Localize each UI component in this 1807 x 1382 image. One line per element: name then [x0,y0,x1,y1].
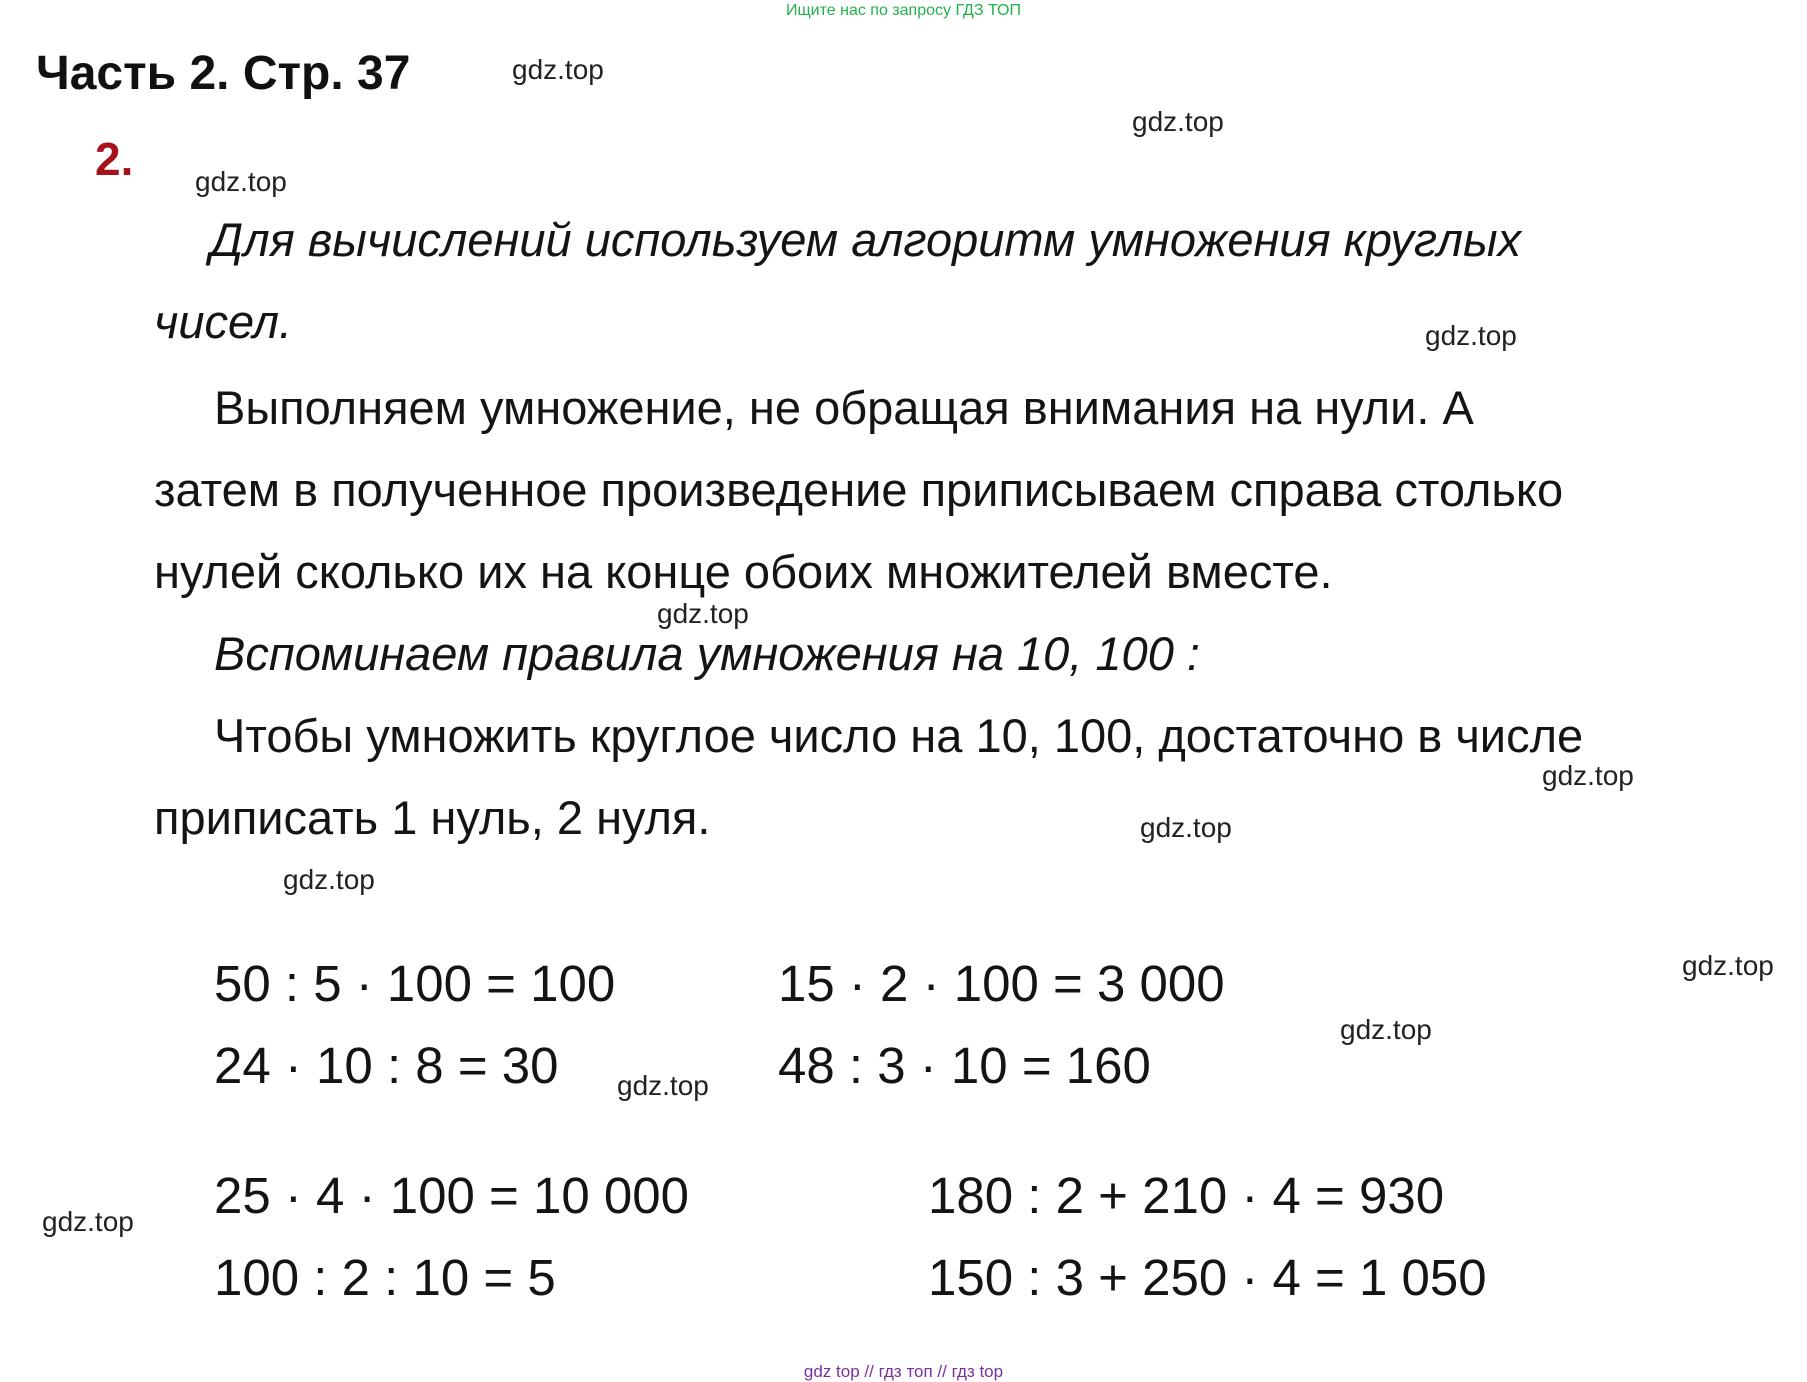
equation: 180 : 2 + 210 · 4 = 930 [928,1167,1445,1224]
equation: 25 · 4 · 100 = 10 000 [214,1167,689,1224]
watermark: gdz.top [512,54,604,85]
watermark: gdz.top [1340,1014,1432,1045]
watermark: gdz.top [1542,760,1634,791]
equation: 150 : 3 + 250 · 4 = 1 050 [928,1249,1487,1306]
paragraph-line-8: приписать 1 нуль, 2 нуля. [154,791,711,844]
footer-note: gdz top // гдз топ // гдз top [803,1362,1004,1381]
top-note: Ищите нас по запросу ГДЗ ТОП [786,2,1021,19]
watermark: gdz.top [657,598,749,629]
page-title: Часть 2. Стр. 37 [36,47,411,100]
watermark: gdz.top [1425,320,1517,351]
equation: 100 : 2 : 10 = 5 [214,1249,556,1306]
watermark: gdz.top [1140,812,1232,843]
watermark: gdz.top [1132,106,1224,137]
equation: 48 : 3 · 10 = 160 [778,1037,1151,1094]
watermark: gdz.top [1682,950,1774,981]
equation: 24 · 10 : 8 = 30 [214,1037,559,1094]
paragraph-line-6: Вспоминаем правила умножения на 10, 100 : [214,627,1200,680]
paragraph-line-2: чисел. [154,295,293,348]
watermark: gdz.top [617,1070,709,1101]
watermark: gdz.top [283,864,375,895]
equation: 50 : 5 · 100 = 100 [214,955,616,1012]
paragraph-line-4: затем в полученное произведение приписываем справа столько [154,463,1564,516]
watermark: gdz.top [42,1206,134,1237]
watermark: gdz.top [195,166,287,197]
paragraph-line-3: Выполняем умножение, не обращая внимания на нули. А [214,381,1474,434]
paragraph-line-7: Чтобы умножить круглое число на 10, 100, достаточно в числе [214,709,1584,762]
task-number: 2. [95,133,134,185]
paragraph-line-5: нулей сколько их на конце обоих множителей вместе. [154,545,1333,598]
paragraph-line-1: Для вычислений используем алгоритм умножения круглых [210,213,1522,266]
equation: 15 · 2 · 100 = 3 000 [778,955,1225,1012]
